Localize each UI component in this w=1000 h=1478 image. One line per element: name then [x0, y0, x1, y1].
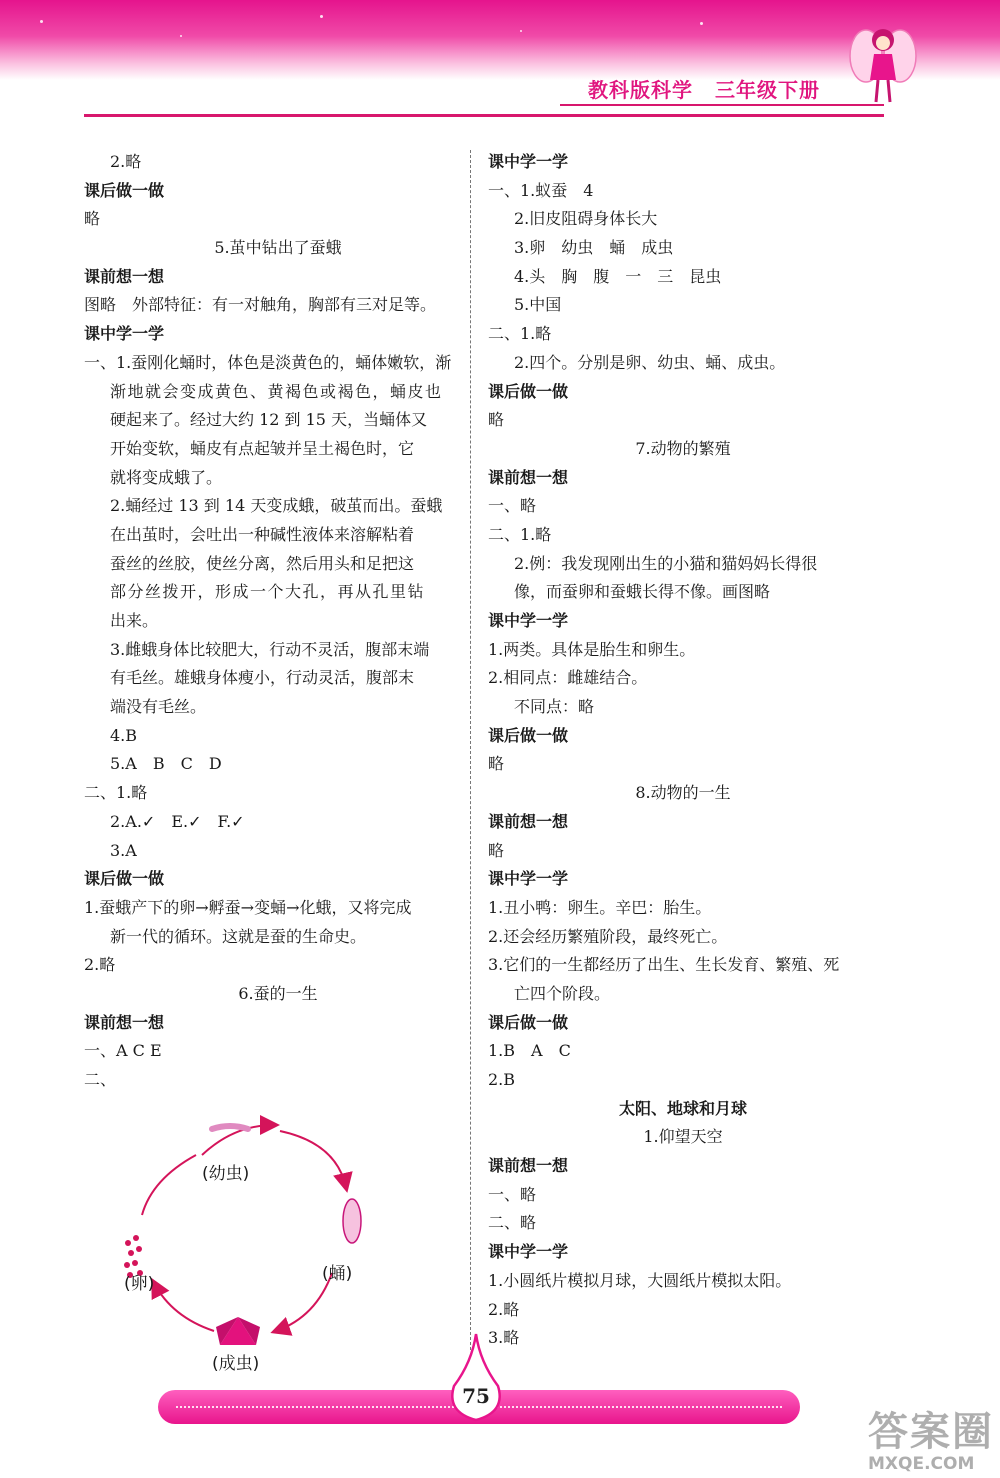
cycle-arrow — [280, 1131, 346, 1187]
section-heading: 课中学一学 — [488, 1242, 569, 1262]
answer-line: 二、略 — [488, 1213, 537, 1233]
egg-label: (卵) — [124, 1273, 155, 1294]
answer-line: 3.雌蛾身体比较肥大，行动不灵活，腹部末端 — [110, 639, 430, 659]
answer-line: 二、1.略 — [488, 524, 552, 544]
section-heading: 课中学一学 — [488, 611, 569, 630]
watermark-logo-text: 答案圈 — [868, 1409, 994, 1455]
header-rule — [560, 104, 884, 106]
answer-line: 出来。 — [110, 611, 159, 630]
lesson-title: 5.茧中钻出了蚕蛾 — [214, 238, 342, 258]
answer-line: 2.四个。分别是卵、幼虫、蛹、成虫。 — [514, 352, 786, 372]
section-heading: 课后做一做 — [488, 1012, 569, 1032]
section-heading: 课前想一想 — [84, 1012, 165, 1032]
answer-line: 端没有毛丝。 — [110, 697, 207, 717]
sparkle-decoration — [700, 22, 703, 25]
subject-label: 教科版科学 — [588, 78, 693, 102]
answer-line: 2.旧皮阻碍身体长大 — [514, 209, 658, 229]
answer-line: 4.头 胸 腹 一 三 昆虫 — [514, 266, 722, 286]
sparkle-decoration — [40, 20, 43, 23]
section-heading: 课中学一学 — [488, 152, 569, 171]
answer-line: 一、A C E — [84, 1041, 162, 1061]
answer-line: 一、1.蚁蚕 4 — [488, 180, 594, 200]
sparkle-decoration — [320, 15, 323, 18]
section-heading: 课前想一想 — [488, 811, 569, 831]
answer-line: 1.小圆纸片模拟月球，大圆纸片模拟太阳。 — [488, 1270, 792, 1290]
fairy-icon — [848, 18, 918, 108]
header-rule — [84, 114, 884, 117]
answer-line: 2.B — [488, 1070, 516, 1089]
answer-line: 2.蛹经过 13 到 14 天变成蛾，破茧而出。蚕蛾 — [110, 496, 443, 516]
answer-line: 不同点：略 — [514, 697, 595, 717]
answer-line: 开始变软，蛹皮有点起皱并呈土褐色时，它 — [110, 438, 415, 458]
answer-line: 5.中国 — [514, 295, 562, 315]
page-number-drop-icon — [450, 1332, 502, 1424]
column-divider — [470, 150, 471, 1350]
lesson-title: 8.动物的一生 — [635, 783, 731, 803]
pupa-label: (蛹) — [322, 1263, 353, 1284]
answer-line: 2.例：我发现刚出生的小猫和猫妈妈长得很 — [514, 553, 818, 573]
adult-label: (成虫) — [212, 1353, 260, 1374]
lesson-title: 6.蚕的一生 — [238, 983, 318, 1003]
answer-line: 3.卵 幼虫 蛹 成虫 — [514, 238, 674, 258]
section-heading: 课后做一做 — [488, 381, 569, 401]
answer-line: 1.丑小鸭：卵生。辛巴：胎生。 — [488, 897, 712, 917]
answer-line: 一、略 — [488, 1184, 537, 1204]
right-column — [488, 148, 878, 1353]
answer-line: 2.略 — [110, 152, 142, 171]
answer-line: 3.它们的一生都经历了出生、生长发育、繁殖、死 — [488, 955, 840, 975]
watermark — [868, 1410, 996, 1474]
answer-line: 部分丝拨开，形成一个大孔，再从孔里钻 — [110, 582, 426, 602]
answer-line: 2.略 — [84, 955, 116, 975]
answer-line: 1.B A C — [488, 1041, 571, 1061]
answer-line: 硬起来了。经过大约 12 到 15 天，当蛹体又 — [110, 410, 428, 430]
lesson-title: 7.动物的繁殖 — [635, 438, 731, 458]
section-heading: 课后做一做 — [488, 725, 569, 745]
silkworm-life-cycle-diagram — [84, 1095, 472, 1374]
answer-line: 略 — [488, 754, 505, 774]
answer-line: 略 — [488, 410, 505, 430]
lesson-title: 1.仰望天空 — [643, 1127, 723, 1147]
sparkle-decoration — [180, 35, 182, 37]
cycle-arrow — [154, 1283, 214, 1331]
book-series-title — [588, 74, 820, 104]
section-heading: 课前想一想 — [84, 266, 165, 286]
answer-line: 二、1.略 — [488, 324, 552, 344]
answer-line: 2.A.✓ E.✓ F.✓ — [110, 811, 245, 831]
cycle-arrow — [142, 1155, 196, 1215]
answer-line: 像，而蚕卵和蚕蛾长得不像。画图略 — [514, 582, 771, 602]
section-heading: 课后做一做 — [84, 180, 165, 200]
answer-line: 1.两类。具体是胎生和卵生。 — [488, 639, 696, 659]
moth-icon — [216, 1317, 260, 1345]
answer-line: 3.略 — [488, 1328, 520, 1348]
section-heading: 课后做一做 — [84, 869, 165, 889]
answer-line: 略 — [84, 209, 101, 229]
page-number: 75 — [462, 1384, 490, 1408]
answer-line: 3.A — [110, 840, 137, 860]
left-column — [84, 148, 472, 1374]
answer-line: 二、1.略 — [84, 783, 148, 803]
watermark-url: MXQE.COM — [868, 1454, 975, 1474]
answer-line: 2.还会经历繁殖阶段，最终死亡。 — [488, 926, 728, 946]
answer-line: 4.B — [110, 725, 138, 745]
grade-label: 三年级下册 — [715, 78, 820, 102]
section-heading: 课前想一想 — [488, 467, 569, 487]
section-heading: 课前想一想 — [488, 1156, 569, 1176]
section-heading: 课中学一学 — [84, 324, 165, 344]
answer-line: 就将变成蛾了。 — [110, 467, 223, 487]
answer-line: 1.蚕蛾产下的卵→孵蚕→变蛹→化蛾，又将完成 — [84, 897, 412, 917]
answer-line: 略 — [488, 840, 505, 860]
answer-line: 图略 外部特征：有一对触角，胸部有三对足等。 — [84, 295, 437, 315]
larva-label: (幼虫) — [202, 1163, 250, 1184]
answer-line: 新一代的循环。这就是蚕的生命史。 — [110, 926, 367, 946]
answer-line: 有毛丝。雄蛾身体瘦小，行动灵活，腹部末 — [110, 668, 415, 688]
answer-line: 在出茧时，会吐出一种碱性液体来溶解粘着 — [110, 524, 415, 544]
answer-line: 渐地就会变成黄色、黄褐色或褐色，蛹皮也 — [110, 381, 443, 401]
answer-line: 一、略 — [488, 496, 537, 516]
answer-line: 5.A B C D — [110, 754, 222, 774]
answer-line: 二、 — [84, 1070, 117, 1089]
answer-line: 一、1.蚕刚化蛹时，体色是淡黄色的，蛹体嫩软，渐 — [84, 352, 452, 372]
pupa-icon — [343, 1199, 361, 1243]
answer-line: 2.相同点：雌雄结合。 — [488, 668, 648, 688]
section-heading: 课中学一学 — [488, 869, 569, 889]
sparkle-decoration — [520, 30, 522, 32]
answer-line: 2.略 — [488, 1299, 520, 1319]
larva-icon — [212, 1126, 248, 1129]
answer-line: 蚕丝的丝胶，使丝分离，然后用头和足把这 — [110, 553, 415, 573]
lesson-title: 太阳、地球和月球 — [618, 1098, 747, 1118]
answer-line: 亡四个阶段。 — [514, 983, 611, 1003]
